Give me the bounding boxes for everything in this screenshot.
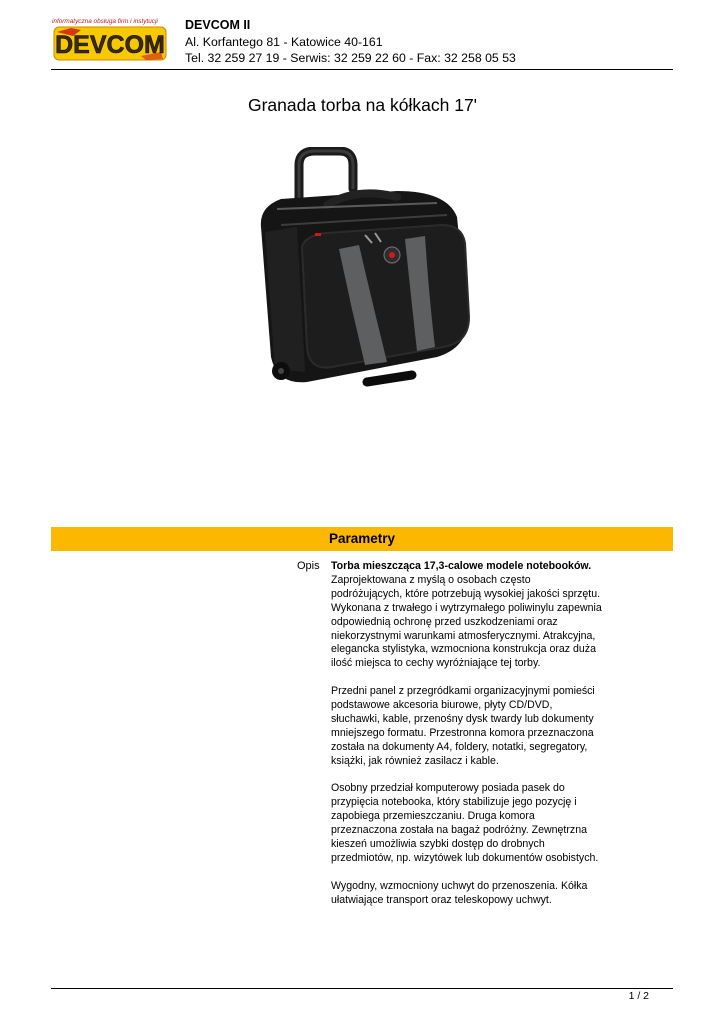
page-number: 1 / 2 xyxy=(628,990,649,1002)
description-paragraph: Przedni panel z przegródkami organizacyjnymi pomieści podstawowe akcesoria biurowe, płyty CD/DVD, słuchawki, kable, przenośny dysk twardy lub dokumenty mniejszego formatu. Przestronna komora przeznaczona została na dokumenty A4, foldery, notatki, segregatory, książki, jak również zasilacz i kable. xyxy=(331,685,595,767)
logo-text: DEVCOM xyxy=(55,31,165,59)
company-name: DEVCOM II xyxy=(185,18,251,32)
company-address: Al. Korfantego 81 - Katowice 40-161 xyxy=(185,34,383,49)
description-paragraph xyxy=(331,560,603,671)
product-title: Granada torba na kółkach 17' xyxy=(247,95,478,115)
description-bold-intro: Torba mieszcząca 17,3-calowe modele notebooków. xyxy=(331,560,592,572)
product-description xyxy=(331,560,603,922)
description-paragraph: Wygodny, wzmocniony uchwyt do przenoszenia. Kółka ułatwiające transport oraz teleskopowy uchwyt. xyxy=(331,879,588,906)
description-label: Opis xyxy=(297,560,320,572)
devcom-logo xyxy=(51,16,169,62)
logo-tagline: informatyczna obsługa firm i instytucji xyxy=(52,18,158,25)
parameters-header xyxy=(51,527,673,551)
company-info xyxy=(185,17,516,67)
description-paragraph: Osobny przedział komputerowy posiada pasek do przypięcia notebooka, który stabilizuje jego pozycję i zapobiega przemieszczaniu. Druga komora przeznaczona została na bagaż podróżny. Zewnętrzna kieszeń umożliwia szybki dostęp do drobnych przedmiotów, np. wizytówek lub dokumentów osobistych. xyxy=(331,782,599,864)
description-text: Zaprojektowana z myślą o osobach często podróżujących, które potrzebują wysokiej jakości sprzętu. Wykonana z trwałego i wytrzymałego poliwinylu zapewnia odpowiednią ochronę przed uszkodzeniami oraz niekorzystnymi warunkami atmosferycznymi. Atrakcyjna, elegancka stylistyka, wzmocniona konstrukcja oraz duża ilość miejsca to cechy wyróżniające tej torby. xyxy=(331,573,602,670)
footer-divider xyxy=(51,988,673,989)
rolling-laptop-bag-image xyxy=(247,147,477,402)
parameters-heading: Parametry xyxy=(328,531,396,546)
company-contact: Tel. 32 259 27 19 - Serwis: 32 259 22 60 - Fax: 32 258 05 53 xyxy=(185,51,516,65)
header-divider xyxy=(51,69,673,70)
